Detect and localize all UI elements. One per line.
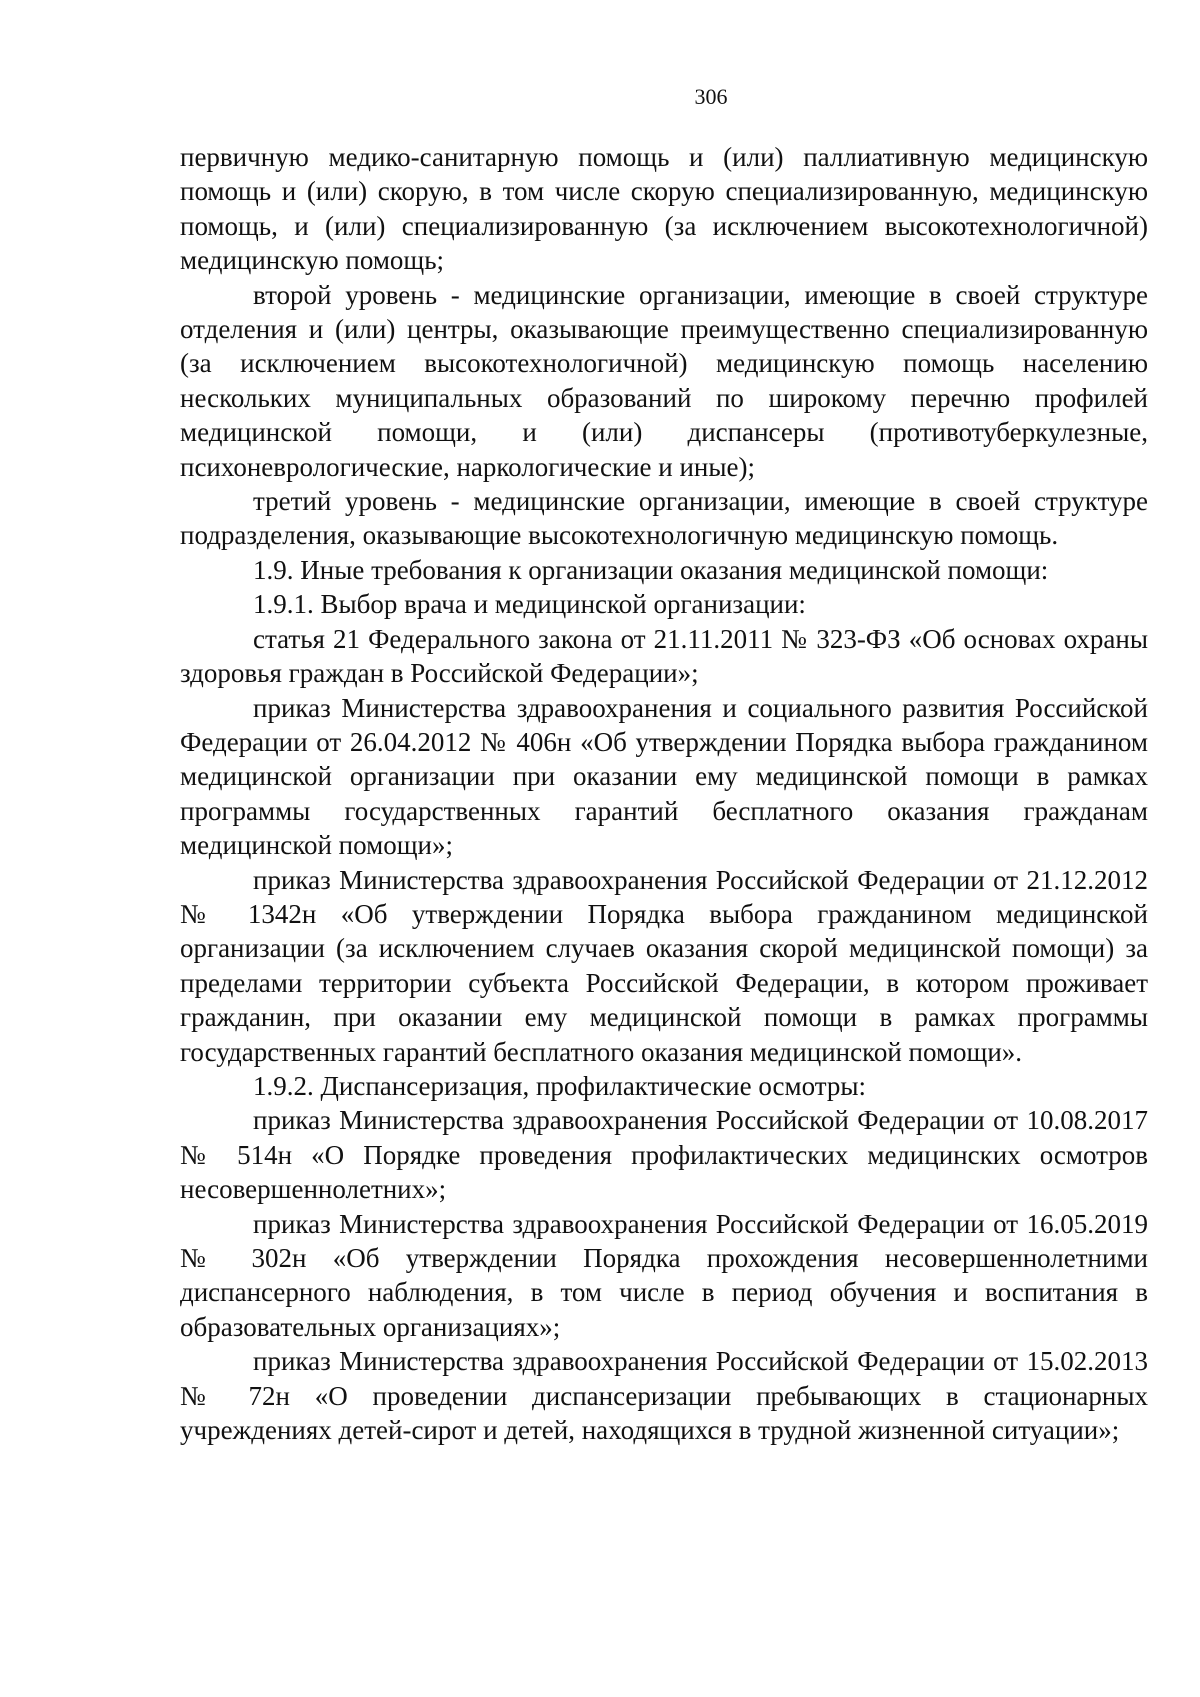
paragraph: приказ Министерства здравоохранения Российской Федерации от 16.05.2019 № 302н «Об утверждении Порядка прохождения несовершеннолетними диспансерного наблюдения, в том числе в период обучения и воспитания в образовательных организациях»; [180,1208,1148,1342]
paragraph: приказ Министерства здравоохранения Российской Федерации от 10.08.2017 № 514н «О Порядке проведения профилактических медицинских осмотров несовершеннолетних»; [180,1105,1148,1205]
paragraph: приказ Министерства здравоохранения Российской Федерации от 21.12.2012 № 1342н «Об утверждении Порядка выбора гражданином медицинской организации (за исключением случаев оказания скорой медицинской помощи) за пределами территории субъекта Российской Федерации, в котором проживает гражданин, при оказании ему медицинской помощи в рамках программы государственных гарантий бесплатного оказания медицинской помощи». [180,864,1148,1067]
paragraph: статья 21 Федерального закона от 21.11.2011 № 323-ФЗ «Об основах охраны здоровья граждан в Российской Федерации»; [180,623,1148,689]
subsection-heading: 1.9.2. Диспансеризация, профилактические осмотры: [253,1070,866,1101]
paragraph: приказ Министерства здравоохранения и социального развития Российской Федерации от 26.04.2012 № 406н «Об утверждении Порядка выбора гражданином медицинской организации при оказании ему медицинской помощи в рамках программы государственных гарантий бесплатного оказания гражданам медицинской помощи»; [180,692,1148,861]
section-heading: 1.9. Иные требования к организации оказания медицинской помощи: [253,554,1049,585]
page-number: 306 [694,84,728,109]
paragraph: второй уровень - медицинские организации, имеющие в своей структуре отделения и (или) центры, оказывающие преимущественно специализированную (за исключением высокотехнологичной) медицинскую помощь населению нескольких муниципальных образований по широкому перечню профилей медицинской помощи, и (или) диспансеры (противотуберкулезные, психоневрологические, наркологические и иные); [180,279,1148,482]
paragraph: приказ Министерства здравоохранения Российской Федерации от 15.02.2013 № 72н «О проведении диспансеризации пребывающих в стационарных учреждениях детей-сирот и детей, находящихся в трудной жизненной ситуации»; [180,1346,1148,1446]
subsection-heading: 1.9.1. Выбор врача и медицинской организации: [253,589,806,620]
paragraph: первичную медико-санитарную помощь и (или) паллиативную медицинскую помощь и (или) скорую, в том числе скорую специализированную, медицинскую помощь, и (или) специализированную (за исключением высокотехнологичной) медицинскую помощь; [180,142,1148,276]
paragraph: третий уровень - медицинские организации, имеющие в своей структуре подразделения, оказывающие высокотехнологичную медицинскую помощь. [180,486,1148,551]
document-body [180,140,1148,1447]
